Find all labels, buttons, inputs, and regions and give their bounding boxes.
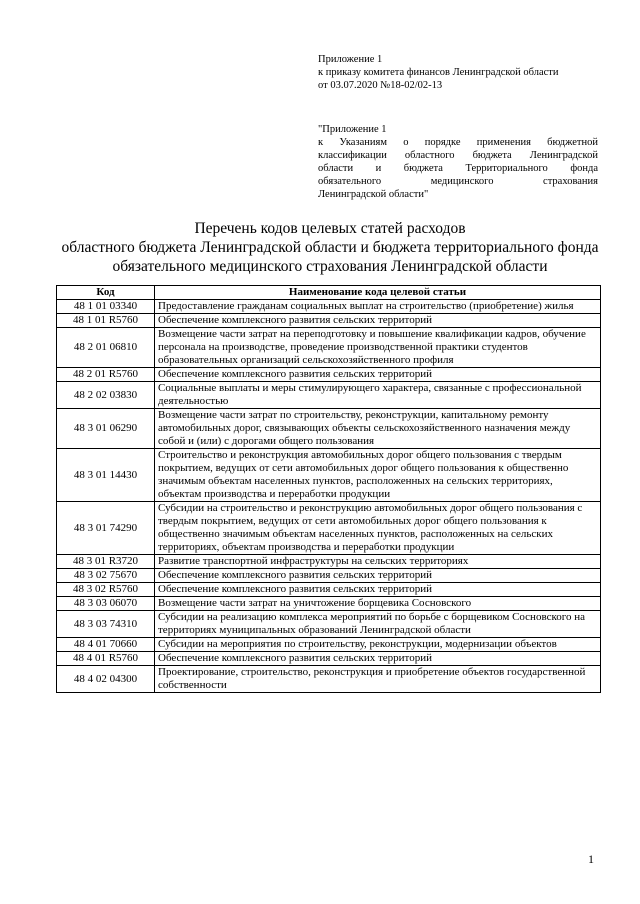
row-name: Возмещение части затрат на переподготовку и повышение квалификации кадров, обучение персонала на производстве, проведение производственной практики студентов образовательных организаций сельскохозяйственного профиля bbox=[155, 328, 601, 368]
appendix-line: к приказу комитета финансов Ленинградской области bbox=[318, 67, 559, 78]
row-name: Проектирование, строительство, реконструкция и приобретение объектов государственной собственности bbox=[155, 666, 601, 693]
table-row bbox=[57, 502, 601, 555]
row-name: Развитие транспортной инфраструктуры на сельских территориях bbox=[155, 555, 601, 569]
row-code: 48 1 01 R5760 bbox=[57, 314, 155, 328]
appendix-quote-line: к Указаниям о порядке применения бюджетной bbox=[318, 137, 598, 148]
header-code: Код bbox=[57, 286, 155, 300]
table-row bbox=[57, 611, 601, 638]
row-name: Предоставление гражданам социальных выплат на строительство (приобретение) жилья bbox=[155, 300, 601, 314]
table-row bbox=[57, 300, 601, 314]
codes-table bbox=[56, 285, 601, 693]
table-row bbox=[57, 652, 601, 666]
row-code: 48 3 01 06290 bbox=[57, 409, 155, 449]
row-name: Обеспечение комплексного развития сельских территорий bbox=[155, 368, 601, 382]
row-name: Обеспечение комплексного развития сельских территорий bbox=[155, 583, 601, 597]
table-row bbox=[57, 666, 601, 693]
table-row bbox=[57, 449, 601, 502]
appendix-quote-line: Ленинградской области" bbox=[318, 189, 429, 200]
row-code: 48 3 01 R3720 bbox=[57, 555, 155, 569]
appendix-quote-line: "Приложение 1 bbox=[318, 124, 387, 135]
table-row bbox=[57, 328, 601, 368]
row-code: 48 4 01 R5760 bbox=[57, 652, 155, 666]
title-line: областного бюджета Ленинградской области и бюджета территориального фонда bbox=[61, 239, 599, 256]
appendix-quote bbox=[318, 123, 598, 201]
table-row bbox=[57, 569, 601, 583]
row-name: Субсидии на строительство и реконструкцию автомобильных дорог общего пользования с твердым покрытием, ведущих от сети автомобильных дорог общего пользования к общественно значимым объектам населенных пунктов, расположенных на сельских территориях, объектам производства и переработки продукции bbox=[155, 502, 601, 555]
row-code: 48 4 01 70660 bbox=[57, 638, 155, 652]
row-name: Обеспечение комплексного развития сельских территорий bbox=[155, 652, 601, 666]
appendix-quote-line: классификации областного бюджета Ленинградской bbox=[318, 150, 598, 161]
title-line: обязательного медицинского страхования Ленинградской области bbox=[112, 258, 548, 275]
row-code: 48 2 02 03830 bbox=[57, 382, 155, 409]
table-row bbox=[57, 314, 601, 328]
appendix-header bbox=[318, 53, 598, 92]
table-row bbox=[57, 409, 601, 449]
row-code: 48 4 02 04300 bbox=[57, 666, 155, 693]
appendix-line: Приложение 1 bbox=[318, 54, 383, 65]
appendix-line: от 03.07.2020 №18-02/02-13 bbox=[318, 80, 443, 91]
row-code: 48 3 03 06070 bbox=[57, 597, 155, 611]
row-name: Субсидии на мероприятия по строительству, реконструкции, модернизации объектов bbox=[155, 638, 601, 652]
title-line: Перечень кодов целевых статей расходов bbox=[194, 220, 466, 237]
row-name: Обеспечение комплексного развития сельских территорий bbox=[155, 569, 601, 583]
row-name: Субсидии на реализацию комплекса мероприятий по борьбе с борщевиком Сосновского на территориях муниципальных образований Ленинградской области bbox=[155, 611, 601, 638]
row-code: 48 1 01 03340 bbox=[57, 300, 155, 314]
document-title bbox=[40, 219, 620, 276]
table-row bbox=[57, 638, 601, 652]
table-row bbox=[57, 382, 601, 409]
appendix-quote-line: обязательного медицинского страхования bbox=[318, 176, 598, 187]
row-code: 48 3 02 R5760 bbox=[57, 583, 155, 597]
row-name: Строительство и реконструкция автомобильных дорог общего пользования с твердым покрытием, ведущих от сети автомобильных дорог общего пользования к общественно значимым объектам населенных пунктов, расположенных на сельских территориях, объектам производства и переработки продукции bbox=[155, 449, 601, 502]
table-row bbox=[57, 555, 601, 569]
row-code: 48 3 02 75670 bbox=[57, 569, 155, 583]
page-number: 1 bbox=[588, 852, 594, 866]
table-row bbox=[57, 368, 601, 382]
row-code: 48 3 01 14430 bbox=[57, 449, 155, 502]
row-code: 48 2 01 06810 bbox=[57, 328, 155, 368]
row-code: 48 2 01 R5760 bbox=[57, 368, 155, 382]
table-row bbox=[57, 583, 601, 597]
row-code: 48 3 03 74310 bbox=[57, 611, 155, 638]
row-name: Возмещение части затрат по строительству, реконструкции, капитальному ремонту автомобильных дорог, связывающих объекты сельскохозяйственного назначения между собой и (или) с дорогами общего пользования bbox=[155, 409, 601, 449]
appendix-quote-line: области и бюджета Территориального фонда bbox=[318, 163, 598, 174]
row-name: Обеспечение комплексного развития сельских территорий bbox=[155, 314, 601, 328]
row-name: Социальные выплаты и меры стимулирующего характера, связанные с профессиональной деятельностью bbox=[155, 382, 601, 409]
row-code: 48 3 01 74290 bbox=[57, 502, 155, 555]
table-row bbox=[57, 597, 601, 611]
header-name: Наименование кода целевой статьи bbox=[155, 286, 601, 300]
row-name: Возмещение части затрат на уничтожение борщевика Сосновского bbox=[155, 597, 601, 611]
table-header-row bbox=[57, 286, 601, 300]
